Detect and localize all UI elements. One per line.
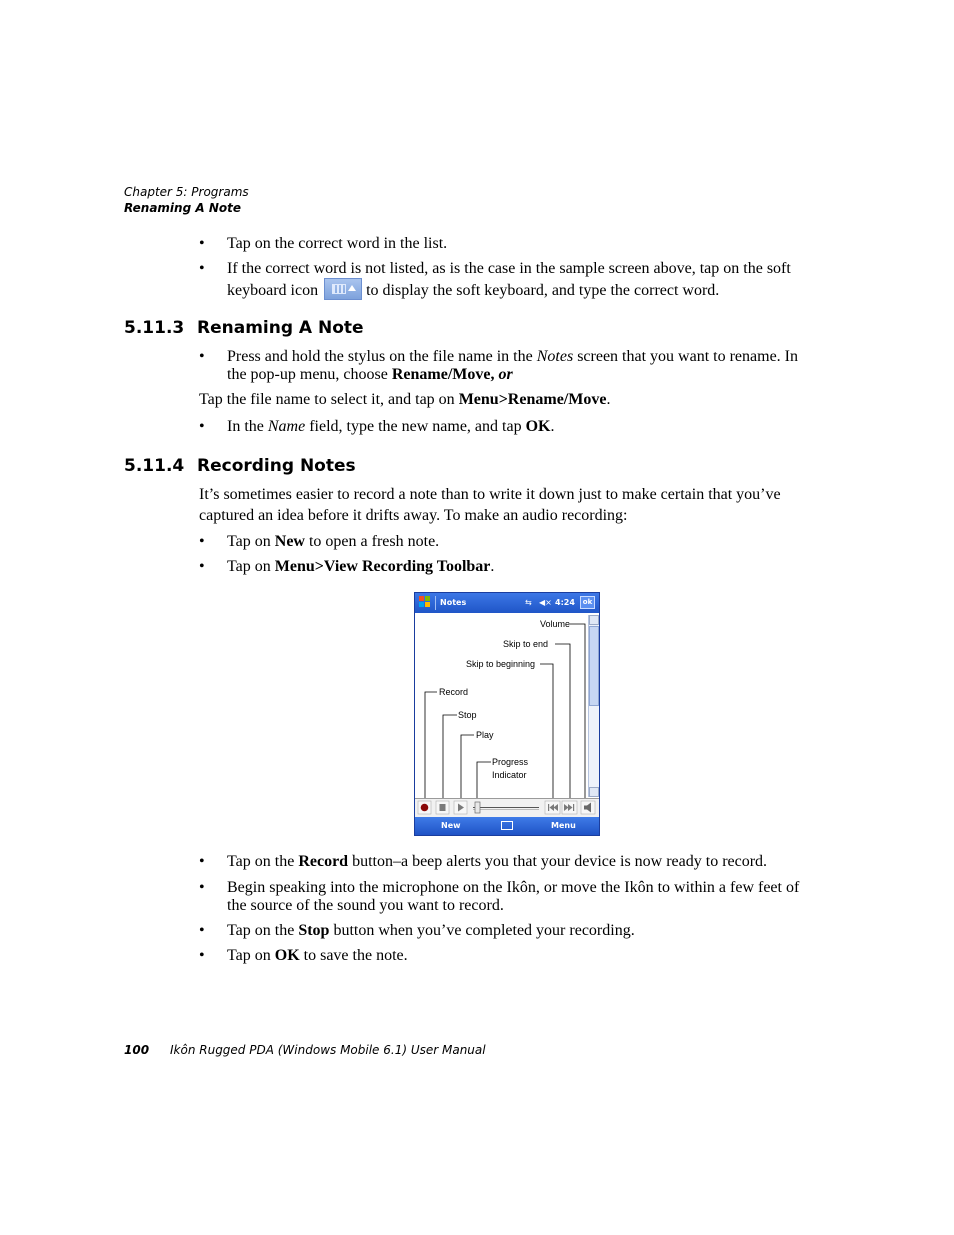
bullet-glyph: •: [199, 853, 205, 870]
list-item: Tap on New to open a fresh note.: [227, 533, 440, 550]
stop-button[interactable]: [436, 801, 449, 814]
footer-title: Ikôn Rugged PDA (Windows Mobile 6.1) User Manual: [170, 1043, 486, 1057]
bullet-glyph: •: [199, 922, 205, 939]
list-item: Tap on the Record button–a beep alerts you that your device is now ready to record.: [227, 853, 768, 870]
app-title: Notes: [440, 598, 467, 607]
speaker-icon: ◀×: [539, 598, 552, 607]
record-label: Record: [439, 687, 469, 697]
menu-softkey[interactable]: Menu: [551, 821, 576, 830]
new-softkey[interactable]: New: [441, 821, 461, 830]
ok-button[interactable]: ok: [580, 596, 595, 609]
running-header-section: Renaming A Note: [124, 201, 241, 215]
play-button[interactable]: [454, 801, 467, 814]
play-label: Play: [476, 730, 494, 740]
notes-screenshot: [414, 592, 600, 836]
record-button[interactable]: [418, 801, 431, 814]
page-number: 100: [124, 1043, 150, 1057]
section-heading: 5.11.4 Recording Notes: [124, 456, 356, 476]
list-item: In the Name field, type the new name, and tap OK.: [227, 418, 555, 435]
progress-indicator-slider[interactable]: [473, 802, 539, 813]
stop-label: Stop: [458, 710, 477, 720]
list-item: Tap on the Stop button when you’ve completed your recording.: [227, 922, 635, 939]
bullet-glyph: •: [199, 418, 205, 435]
skip-to-beginning-label: Skip to beginning: [466, 659, 536, 669]
bullet-glyph: •: [199, 235, 205, 252]
connectivity-icon: ⇆: [525, 598, 532, 607]
list-item: Tap on Menu>View Recording Toolbar.: [227, 558, 495, 575]
bullet-glyph: •: [199, 533, 205, 550]
list-item: Press and hold the stylus on the file name in the Notes screen that you want to rename. In the pop-up menu, choose Rename/Move, or: [227, 348, 798, 383]
volume-label: Volume: [540, 619, 571, 629]
bullet-glyph: •: [199, 260, 205, 277]
input-panel-keyboard-icon[interactable]: [501, 821, 513, 830]
list-item: Begin speaking into the microphone on the Ikôn, or move the Ikôn to within a few feet of the source of the sound you want to record.: [227, 879, 800, 914]
recording-toolbar: [415, 798, 599, 818]
list-item: If the correct word is not listed, as is the case in the sample screen above, tap on the soft keyboard icon to display the soft keyboard, and type the correct word.: [227, 260, 791, 299]
bullet-glyph: •: [199, 348, 205, 365]
bullet-glyph: •: [199, 947, 205, 964]
clock: 4:24: [555, 598, 575, 607]
skip-to-beginning-button[interactable]: [545, 801, 560, 814]
section-heading: 5.11.3 Renaming A Note: [124, 318, 364, 338]
skip-to-end-button[interactable]: [562, 801, 577, 814]
running-header-chapter: Chapter 5: Programs: [124, 185, 249, 199]
paragraph: Tap the file name to select it, and tap on Menu>Rename/Move.: [199, 391, 611, 408]
bullet-glyph: •: [199, 879, 205, 896]
volume-button[interactable]: [581, 801, 595, 814]
list-item: Tap on OK to save the note.: [227, 947, 408, 964]
soft-key-bar: [415, 817, 599, 835]
bullet-glyph: •: [199, 558, 205, 575]
list-item: Tap on the correct word in the list.: [227, 235, 448, 252]
skip-to-end-label: Skip to end: [503, 639, 549, 649]
indicator-label: Indicator: [492, 770, 527, 780]
progress-label: Progress: [492, 757, 529, 767]
soft-keyboard-icon: [324, 278, 362, 300]
paragraph: It’s sometimes easier to record a note than to write it down just to make certain that you’ve captured an idea before it drifts away. To make an audio recording:: [199, 486, 781, 524]
